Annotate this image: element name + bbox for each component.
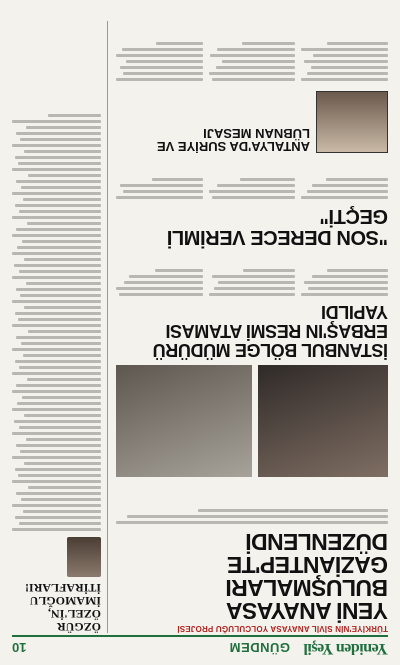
main-story-headline: YENİ ANAYASA BULUŞMALARI GAZİANTEP'TE DÜZENLENDİ bbox=[225, 529, 388, 624]
section-label: GÜNDEM bbox=[229, 640, 290, 656]
column-title: ÖZGÜR ÖZEL'İN, İMAMOĞLU İTİRAFLARI! bbox=[24, 581, 101, 634]
main-story bbox=[116, 483, 388, 633]
newspaper-logo: Yeniden Yeşil bbox=[303, 640, 388, 657]
columnist-photo bbox=[67, 537, 101, 577]
main-story-kicker: TÜRKİYE'NİN SİVİL ANAYASA YOLCULUĞU PROJESİ bbox=[177, 624, 388, 633]
meeting-photo bbox=[116, 365, 252, 477]
columnist-column bbox=[12, 21, 108, 633]
appointment-body bbox=[116, 266, 388, 296]
antalya-story bbox=[116, 21, 388, 153]
quote-body bbox=[116, 175, 388, 199]
page-number: 10 bbox=[12, 640, 27, 656]
column-body bbox=[12, 114, 101, 531]
masthead bbox=[12, 635, 388, 659]
main-story-deck bbox=[116, 509, 388, 524]
event-photo bbox=[258, 365, 388, 477]
antalya-body bbox=[116, 39, 388, 87]
antalya-headline: ANTALYA'DA SURİYE VE LÜBNAN MESAJI bbox=[156, 126, 310, 154]
antalya-photo bbox=[316, 91, 388, 153]
quote-headline: "SON DERECE VERİMLİ GEÇTİ" bbox=[167, 205, 388, 248]
appointment-headline: İSTANBUL BÖLGE MÜDÜRÜ ERBAŞ'IN RESMİ ATAMASI YAPILDI bbox=[153, 302, 388, 360]
quote-story bbox=[116, 159, 388, 249]
appointment-story bbox=[116, 259, 388, 359]
